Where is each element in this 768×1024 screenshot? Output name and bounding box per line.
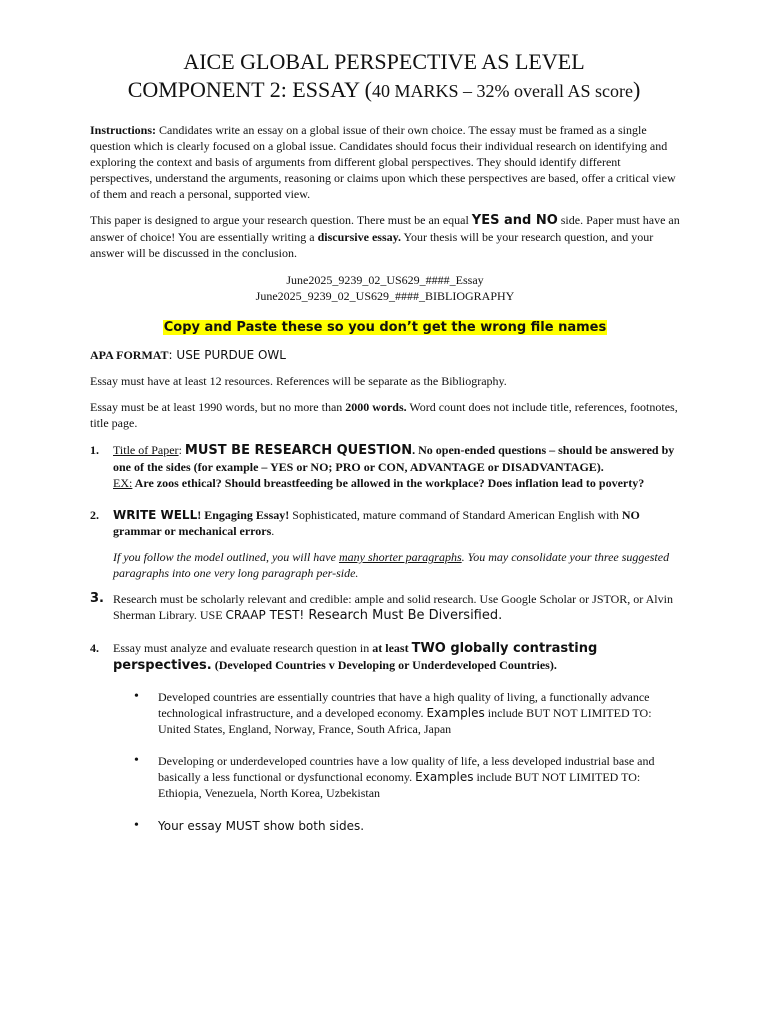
item-number-2: 2. (90, 508, 99, 522)
page-title-line1: AICE GLOBAL PERSPECTIVE AS LEVEL (183, 49, 585, 74)
apa-format-line: APA FORMAT: USE PURDUE OWL (90, 348, 286, 362)
item-write-well-note: If you follow the model outlined, you will have many shorter paragraphs. You may consolidate your three suggested paragraphs into one very long paragraph per-side. (113, 550, 670, 580)
design-paragraph: This paper is designed to argue your research question. There must be an equal YES and NO side. Paper must have an answer of choice! You are essentially writing a discursive essay. Your thesis will be your research question, and your answer will be discussed in the conclusion. (90, 213, 680, 260)
item-number-1: 1. (90, 443, 99, 457)
bullet-both-sides: Your essay MUST show both sides. (158, 819, 365, 833)
resources-line: Essay must have at least 12 resources. References will be separate as the Bibliography. (90, 374, 507, 388)
item-write-well: WRITE WELL! Engaging Essay! Sophisticated, mature command of Standard American English with NO grammar or mechanical errors. (113, 508, 640, 538)
bullet-developed-countries: Developed countries are essentially countries that have a high quality of living, a functionally advance technological infrastructure, and a developed economy. Examples include BUT NOT LIMITED TO: United States, England, Norway, France, South Africa, Japan (158, 690, 652, 736)
bullet-icon: • (134, 753, 139, 768)
item-number-3: 3. (90, 591, 104, 606)
word-count-paragraph: Essay must be at least 1990 words, but no more than 2000 words. Word count does not include title, references, footnotes, title page. (90, 400, 678, 430)
item-number-4: 4. (90, 641, 99, 655)
item-research: Research must be scholarly relevant and credible: ample and solid research. Use Google Scholar or JSTOR, or Alvin Sherman Library. USE CRAAP TEST! Research Must Be Diversified. (113, 592, 673, 623)
bullet-icon: • (134, 689, 139, 704)
bibliography-filename: June2025_9239_02_US629_####_BIBLIOGRAPHY (255, 289, 515, 303)
bullet-developing-countries: Developing or underdeveloped countries have a low quality of life, a less developed industrial base and basically a less functional or dysfunctional economy. Examples include BUT NOT LIMITED TO: Ethiopia, Venezuela, North Korea, Uzbekistan (158, 754, 655, 800)
highlighted-text: Copy and Paste these so you don’t get the wrong file names (163, 320, 607, 335)
instructions-paragraph: Instructions: Candidates write an essay on a global issue of their own choice. The essay must be framed as a single question which is clearly focused on a global issue. Candidates should focus their individual research on identifying and exploring the context and basis of arguments from different global perspectives. They should identify different perspectives, understand the arguments, reasoning or claims upon which these perspectives are based, offer a critical view of them and reach a personal, supported view. (90, 123, 676, 201)
yes-no-emphasis: YES and NO (471, 213, 558, 228)
page-title-line2: COMPONENT 2: ESSAY (40 MARKS – 32% overall AS score) (127, 77, 641, 102)
instructions-label: Instructions: (90, 123, 157, 137)
bullet-icon: • (134, 818, 139, 833)
filename-warning (90, 319, 680, 336)
item-perspectives: Essay must analyze and evaluate research question in at least TWO globally contrasting perspectives. (Developed Countries v Developing or Underdeveloped Countries). (113, 641, 598, 673)
essay-filename: June2025_9239_02_US629_####_Essay (286, 273, 484, 287)
item-title-requirement: Title of Paper: MUST BE RESEARCH QUESTION. No open-ended questions – should be answered by one of the sides (for example – YES or NO; PRO or CON, ADVANTAGE or DISADVANTAGE). EX: Are zoos ethical? Should breastfeeding be allowed in the workplace? Does inflation lead to poverty? (113, 443, 675, 490)
